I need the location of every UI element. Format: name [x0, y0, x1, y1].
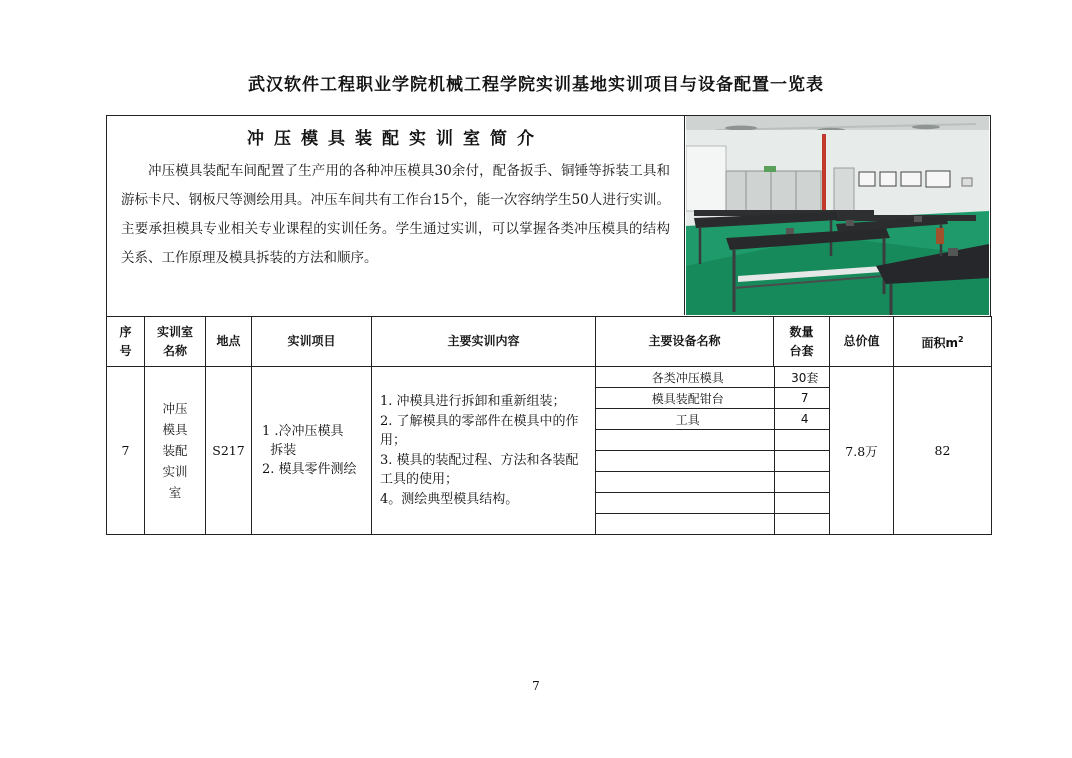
- equipment-name: [596, 493, 774, 514]
- equipment-qty: 7: [774, 388, 830, 409]
- header-content: 主要实训内容: [372, 317, 596, 367]
- equipment-row: [596, 430, 830, 451]
- cell-location: S217: [206, 367, 252, 535]
- cell-room-name: 冲压 模具 装配 实训 室: [145, 367, 206, 535]
- equipment-row: [596, 409, 830, 430]
- intro-paragraph: 冲压模具装配车间配置了生产用的各种冲压模具30余付，配备扳手、铜锤等拆装工具和游标卡尺、钢板尺等测绘用具。冲压车间共有工作台15个，能一次容纳学生50人进行实训。主要承担模具专业相关专业课程的实训任务。学生通过实训，可以掌握各类冲压模具的结构关系、工作原理及模具拆装的方法和顺序。: [121, 163, 670, 266]
- equipment-name: [596, 451, 774, 472]
- equipment-name: 工具: [596, 409, 774, 430]
- page-number: 7: [532, 679, 540, 693]
- equipment-row: [596, 472, 830, 493]
- cell-equipment-list: [596, 367, 830, 535]
- header-area-label: 面积m: [921, 336, 958, 350]
- cell-project: 1 .冷冲压模具 拆装 2. 模具零件测绘: [252, 367, 372, 535]
- training-room-photo: [686, 116, 989, 315]
- equipment-row: [596, 388, 830, 409]
- equipment-row: [596, 367, 830, 388]
- equipment-row: [596, 451, 830, 472]
- equipment-qty: [774, 472, 830, 493]
- cell-content: 1. 冲模具进行拆卸和重新组装； 2. 了解模具的零部件在模具中的作用； 3. 模具的装配过程、方法和各装配工具的使用； 4。测绘典型模具结构。: [372, 367, 596, 535]
- cell-area: 82: [894, 367, 992, 535]
- equipment-subtable: [596, 367, 830, 534]
- header-area: [894, 317, 992, 367]
- intro-text-panel: [107, 116, 685, 315]
- equipment-row: [596, 493, 830, 514]
- header-total-value: 总价值: [830, 317, 894, 367]
- cell-seq: 7: [107, 367, 145, 535]
- equipment-qty: [774, 451, 830, 472]
- header-room-name: 实训室 名称: [145, 317, 206, 367]
- equipment-name: 模具装配钳台: [596, 388, 774, 409]
- document-title: 武汉软件工程职业学院机械工程学院实训基地实训项目与设备配置一览表: [248, 75, 824, 95]
- table-row: [107, 367, 992, 535]
- header-location: 地点: [206, 317, 252, 367]
- equipment-qty: 4: [774, 409, 830, 430]
- equipment-qty: 30套: [774, 367, 830, 388]
- equipment-qty: [774, 514, 830, 535]
- equipment-name: [596, 430, 774, 451]
- header-area-sup: 2: [957, 335, 964, 344]
- equipment-name: [596, 514, 774, 535]
- header-equipment: 主要设备名称: [596, 317, 774, 367]
- header-project: 实训项目: [252, 317, 372, 367]
- table-header-row: [107, 317, 992, 367]
- training-table: [106, 316, 992, 535]
- photo-illustration: [686, 116, 989, 315]
- intro-heading: 冲压模具装配实训室简介: [247, 129, 544, 149]
- equipment-name: 各类冲压模具: [596, 367, 774, 388]
- cell-total-value: 7.8万: [830, 367, 894, 535]
- intro-section: [106, 115, 991, 317]
- header-seq: 序 号: [107, 317, 145, 367]
- equipment-qty: [774, 430, 830, 451]
- header-quantity: 数量 台套: [774, 317, 830, 367]
- equipment-row: [596, 514, 830, 535]
- equipment-name: [596, 472, 774, 493]
- equipment-qty: [774, 493, 830, 514]
